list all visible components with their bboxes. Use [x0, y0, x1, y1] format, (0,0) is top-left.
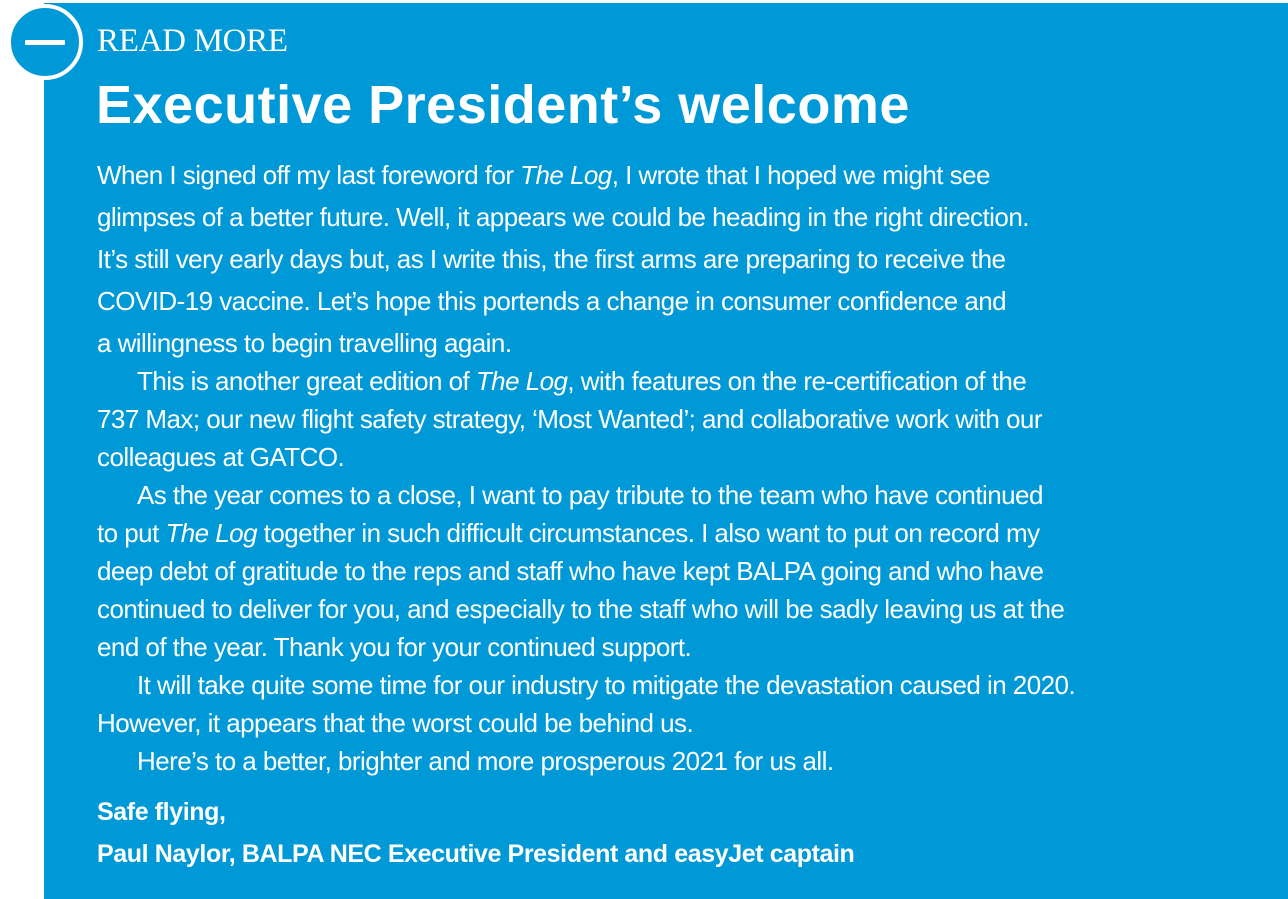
closing-line: Safe flying, [97, 798, 226, 826]
paragraph-1-line-3: It’s still very early days but, as I write this, the first arms are preparing to receive the [97, 244, 1006, 274]
minus-icon [25, 40, 65, 45]
paragraph-5-line-1: Here’s to a better, brighter and more prosperous 2021 for us all. [137, 746, 834, 776]
paragraph-2-line-2: 737 Max; our new flight safety strategy, ‘Most Wanted’; and collaborative work with our [97, 404, 1042, 434]
publication-name: The Log [520, 160, 612, 190]
paragraph-4-line-2: However, it appears that the worst could be behind us. [97, 708, 694, 738]
paragraph-2-line-1: This is another great edition of The Log, with features on the re-certification of the [137, 366, 1027, 396]
article-body [97, 156, 1282, 780]
author-signature: Paul Naylor, BALPA NEC Executive President and easyJet captain [97, 840, 855, 868]
paragraph-2-line-3: colleagues at GATCO. [97, 442, 345, 472]
signoff [97, 792, 854, 876]
paragraph-4-line-1: It will take quite some time for our industry to mitigate the devastation caused in 2020. [137, 670, 1076, 700]
page-title: Executive President’s welcome [96, 75, 910, 135]
paragraph-1-line-2: glimpses of a better future. Well, it appears we could be heading in the right direction. [97, 202, 1029, 232]
paragraph-1-line-1: When I signed off my last foreword for The Log, I wrote that I hoped we might see [97, 160, 990, 190]
publication-name: The Log [475, 366, 568, 396]
paragraph-3-line-3: deep debt of gratitude to the reps and staff who have kept BALPA going and who have [97, 556, 1044, 586]
collapse-toggle-button[interactable] [7, 4, 83, 80]
paragraph-3-line-2: to put The Log together in such difficult circumstances. I also want to put on record my [97, 518, 1040, 548]
publication-name: The Log [165, 518, 257, 548]
paragraph-3-line-4: continued to deliver for you, and especially to the staff who will be sadly leaving us at the [97, 594, 1065, 624]
paragraph-3-line-5: end of the year. Thank you for your continued support. [97, 632, 692, 662]
paragraph-1-line-5: a willingness to begin travelling again. [97, 328, 512, 358]
paragraph-3-line-1: As the year comes to a close, I want to pay tribute to the team who have continued [137, 480, 1043, 510]
paragraph-1-line-4: COVID-19 vaccine. Let’s hope this portends a change in consumer confidence and [97, 286, 1007, 316]
read-more-link[interactable]: READ MORE [97, 23, 288, 59]
